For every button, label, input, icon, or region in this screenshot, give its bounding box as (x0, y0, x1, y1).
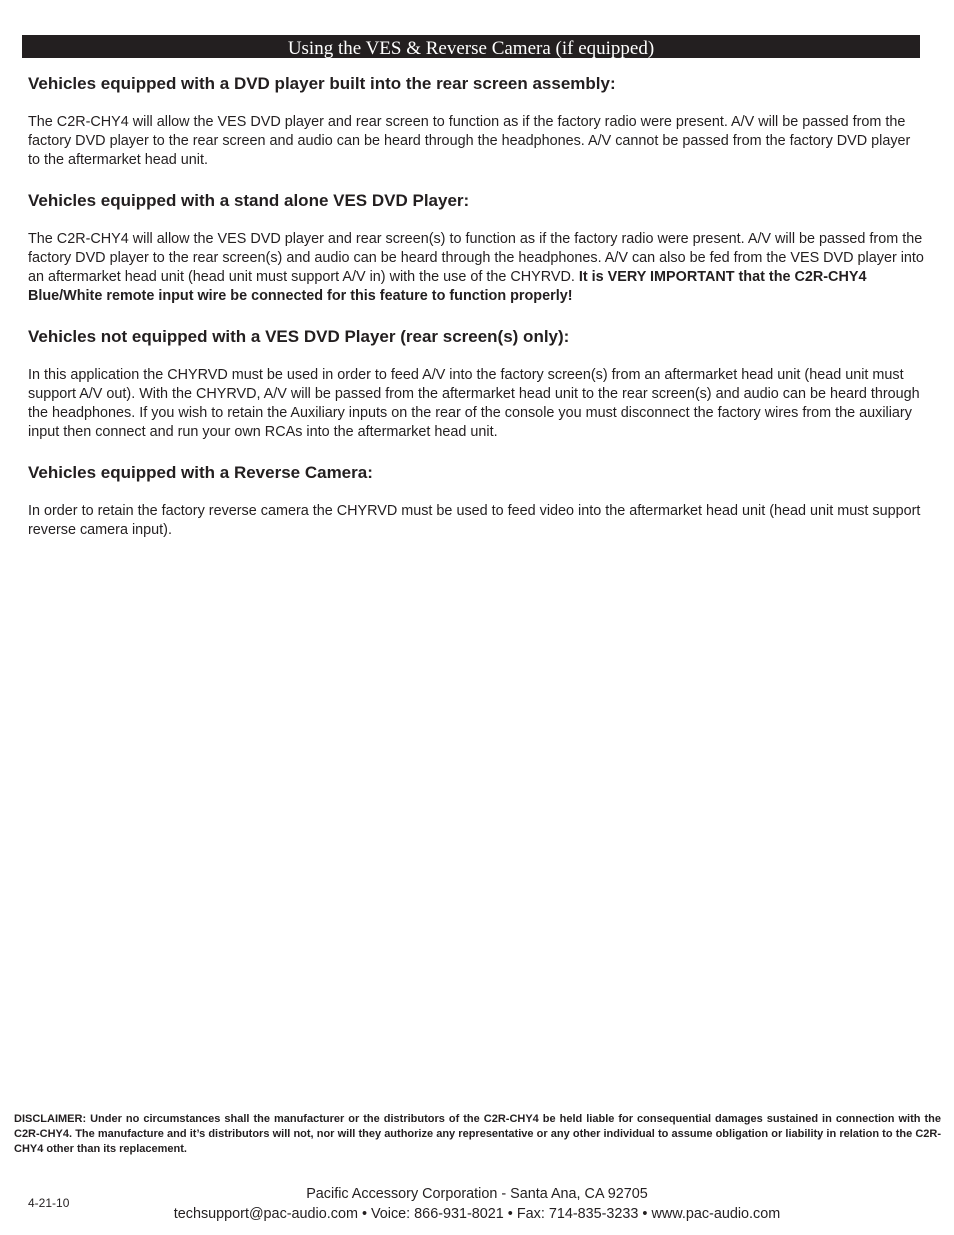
section-body (28, 230, 926, 306)
banner-title: Using the VES & Reverse Camera (if equipped) (287, 38, 655, 58)
important-note: It is VERY IMPORTANT that the C2R-CHY4 Blue/White remote input wire be connected for this feature to function properly! (28, 269, 867, 304)
section-dvd-stand-alone (28, 190, 926, 306)
company-address: Pacific Accessory Corporation - Santa Ana, CA 92705 (306, 1186, 648, 1202)
section-dvd-built-in (28, 73, 926, 170)
section-heading: Vehicles not equipped with a VES DVD Player (rear screen(s) only): (28, 327, 570, 346)
section-body: In this application the CHYRVD must be used in order to feed A/V into the factory screen(s) from an aftermarket head unit (head unit must support A/V out). With the CHYRVD, A/V will be passed from the aftermarket head unit to the rear screen(s) and audio can be heard through the headphones. If you wish to retain the Auxiliary inputs on the rear of the console you must disconnect the factory wires from the auxiliary input then connect and run your own RCAs into the aftermarket head unit. (28, 367, 920, 440)
section-body-text: The C2R-CHY4 will allow the VES DVD player and rear screen(s) to function as if the factory radio were present. A/V will be passed from the factory DVD player to the rear screen(s) and audio can be heard through the headphones. A/V can also be fed from the VES DVD player into an aftermarket head unit (head unit must support A/V in) with the use of the CHYRVD. (28, 231, 924, 285)
section-heading: Vehicles equipped with a Reverse Camera: (28, 463, 373, 482)
section-body: In order to retain the factory reverse camera the CHYRVD must be used to feed video into the aftermarket head unit (head unit must support reverse camera input). (28, 503, 921, 538)
section-banner (22, 35, 920, 58)
section-rear-screens-only (28, 326, 926, 442)
document-body (28, 73, 926, 540)
footer (0, 1185, 954, 1224)
revision-date: 4-21-10 (28, 1196, 70, 1210)
section-heading: Vehicles equipped with a DVD player built into the rear screen assembly: (28, 74, 616, 93)
section-heading: Vehicles equipped with a stand alone VES DVD Player: (28, 191, 470, 210)
section-body: The C2R-CHY4 will allow the VES DVD player and rear screen to function as if the factory radio were present. A/V will be passed from the factory DVD player to the rear screen and audio can be heard through the headphones. A/V cannot be passed from the factory DVD player to the aftermarket head unit. (28, 114, 911, 168)
section-reverse-camera (28, 462, 926, 540)
disclaimer: DISCLAIMER: Under no circumstances shall the manufacturer or the distributors of the C2R-CHY4 be held liable for consequential damages sustained in connection with the C2R-CHY4. The manufacture and it’s distributors will not, nor will they authorize any representative or any other individual to assume obligation or liability in relation to the C2R-CHY4 other than its replacement. (14, 1113, 941, 1155)
contact-info: techsupport@pac-audio.com • Voice: 866-931-8021 • Fax: 714-835-3233 • www.pac-audio.com (173, 1205, 781, 1222)
